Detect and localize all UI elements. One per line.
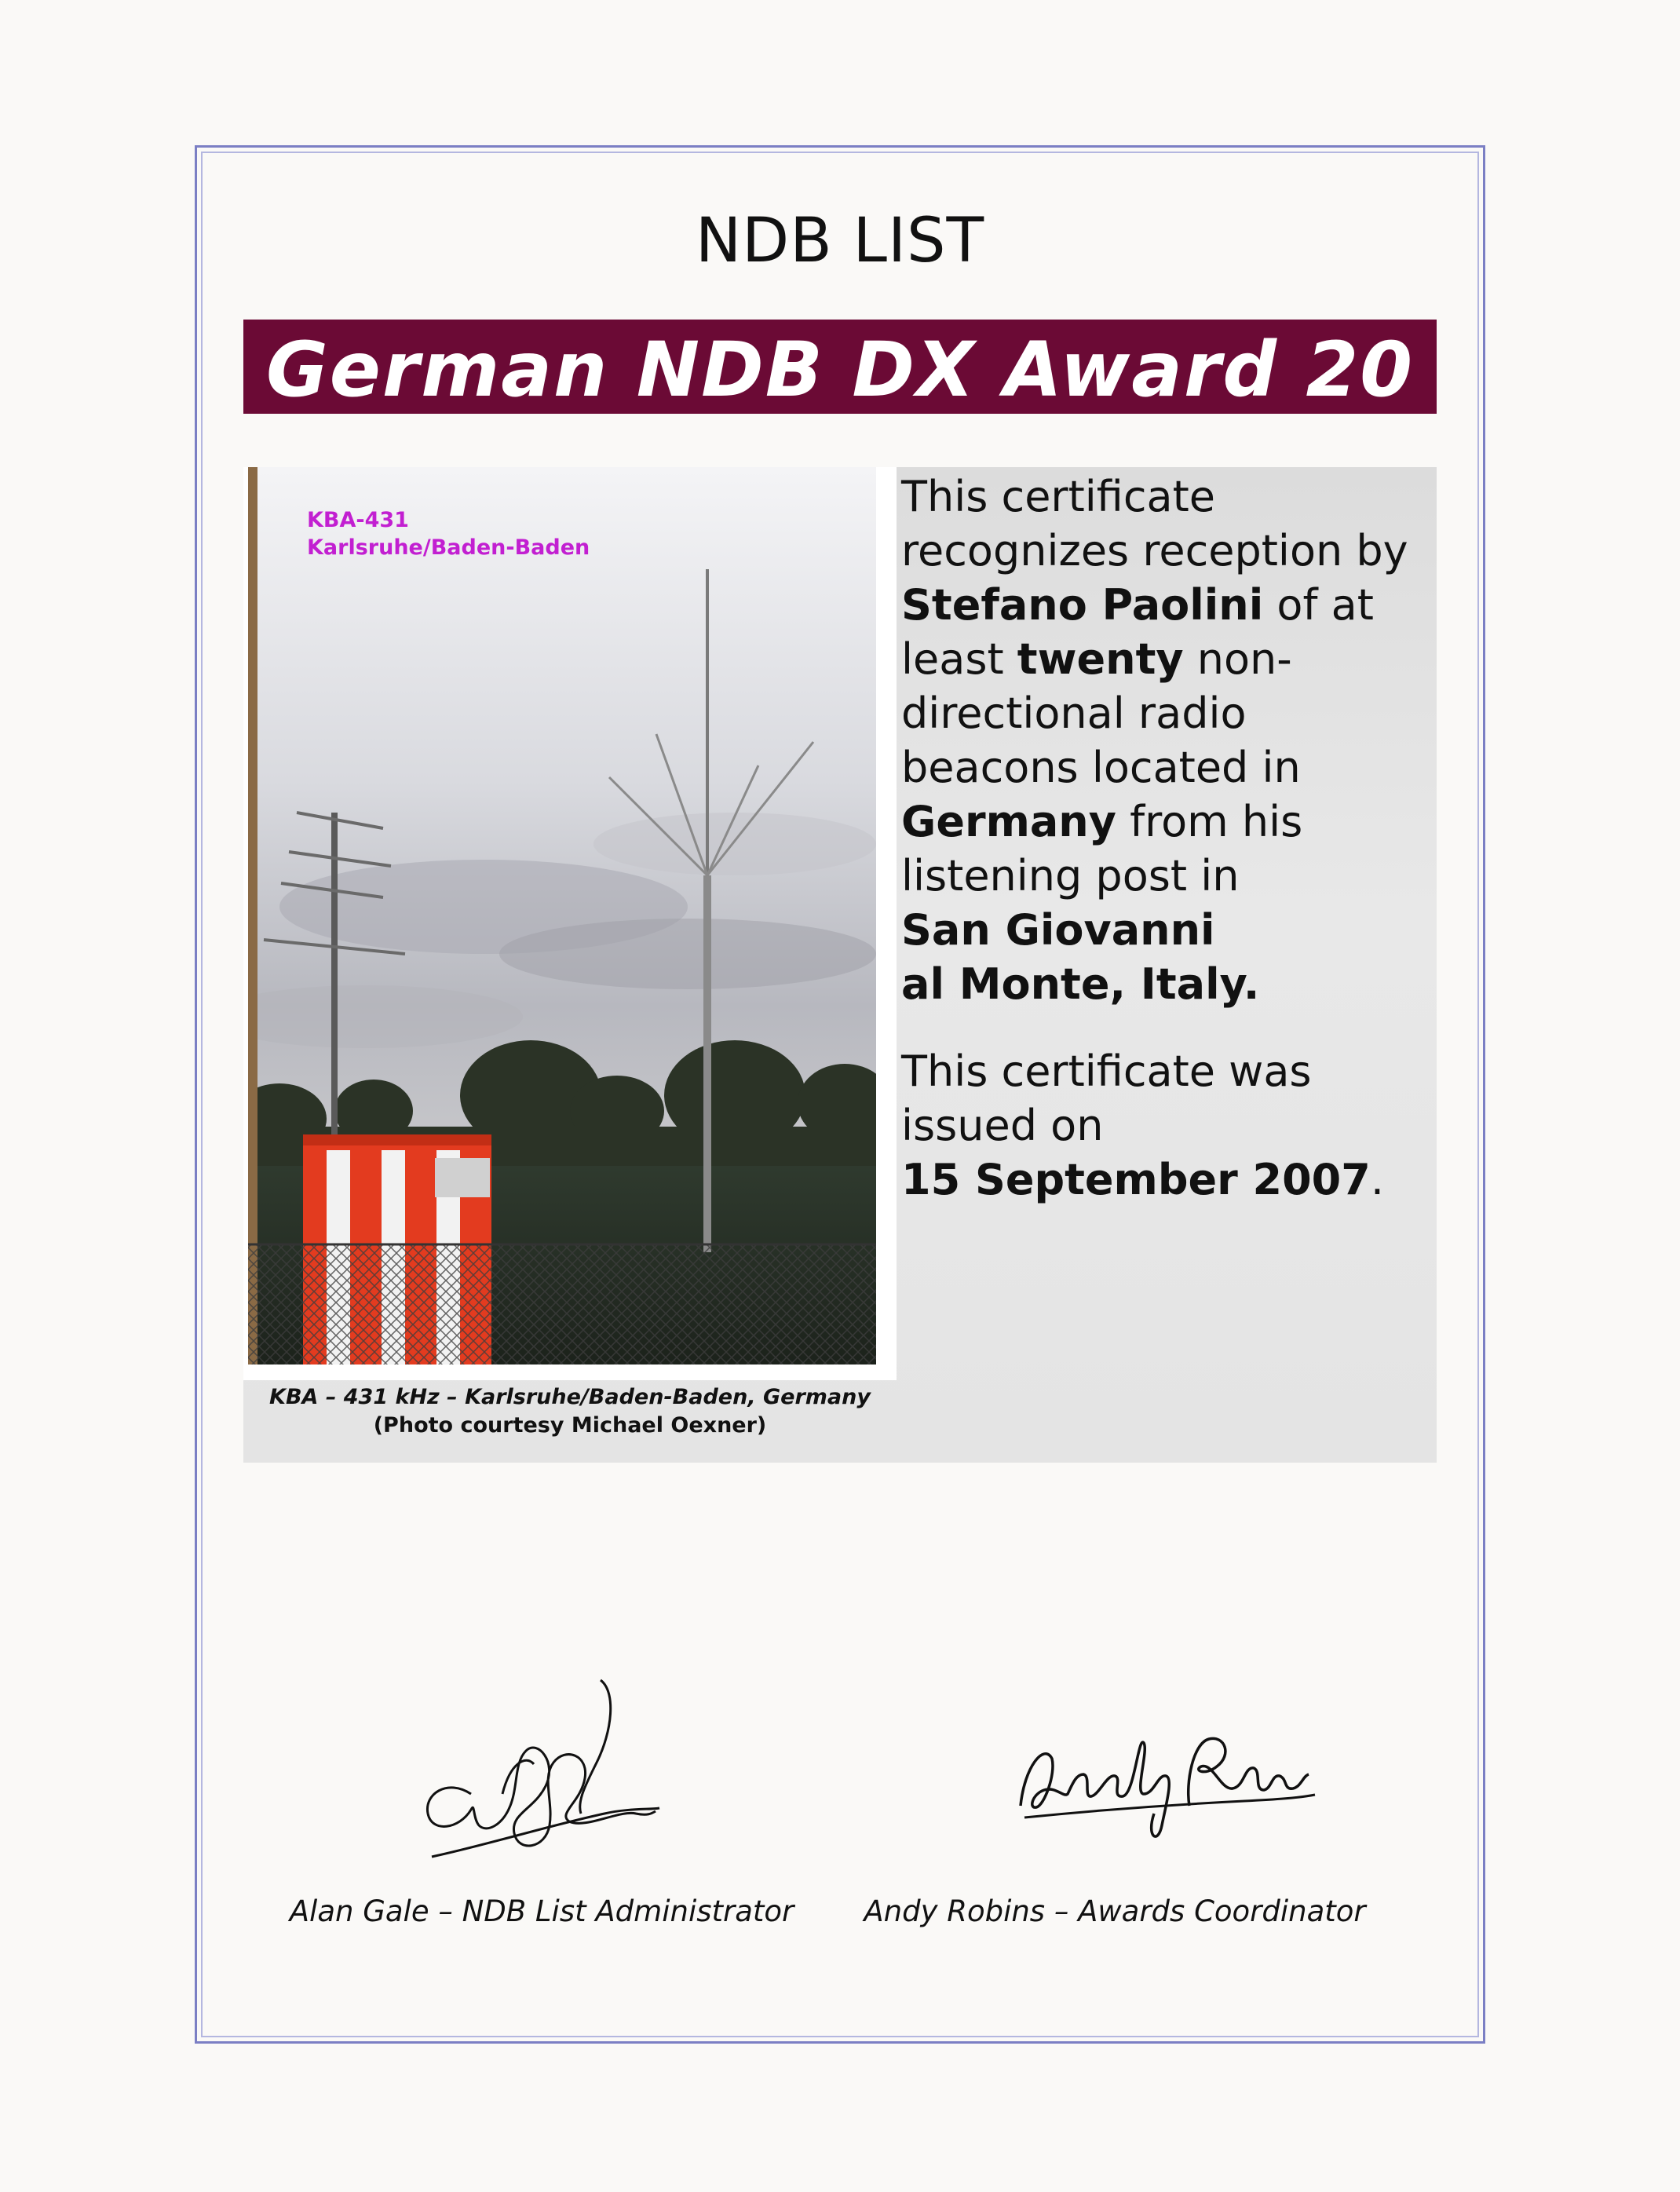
beacon-photo [248, 467, 876, 1365]
country-name: Germany [901, 797, 1116, 846]
award-title: German NDB DX Award 20 [265, 326, 1415, 414]
signatory-left: Alan Gale – NDB List Administrator [289, 1894, 794, 1928]
text-segment: from his listening post in [901, 797, 1303, 901]
caption-line-1: KBA – 431 kHz – Karlsruhe/Baden-Baden, Germany [269, 1385, 871, 1409]
signature-andy-robins [1009, 1719, 1319, 1849]
text-segment: . [1370, 1155, 1384, 1204]
photo-overlay-label [307, 506, 590, 561]
text-segment: This certificate was issued on [901, 1047, 1312, 1150]
issue-paragraph [901, 1044, 1435, 1207]
issue-date: 15 September 2007 [901, 1155, 1371, 1204]
text-segment: of at least [901, 580, 1374, 684]
caption-line-2: (Photo courtesy Michael Oexner) [373, 1413, 767, 1438]
recognition-paragraph [901, 469, 1435, 1011]
photo-location: Karlsruhe/Baden-Baden [307, 535, 590, 560]
award-banner [243, 320, 1437, 414]
org-title: NDB LIST [695, 206, 985, 276]
location-line-1: San Giovanni [901, 905, 1215, 955]
location-line-2: al Monte, Italy. [901, 959, 1260, 1009]
signature-alan-gale [416, 1676, 667, 1880]
photo-caption [243, 1383, 897, 1440]
text-segment: This certificate recognizes reception by [901, 472, 1408, 575]
photo-callsign: KBA-431 [307, 508, 409, 532]
recipient-name: Stefano Paolini [901, 580, 1264, 630]
text-segment: non-directional radio beacons located in [901, 634, 1301, 792]
signatory-right: Andy Robins – Awards Coordinator [864, 1894, 1366, 1928]
beacon-photo-illustration [248, 467, 876, 1365]
certificate-text [901, 469, 1435, 1207]
beacon-count: twenty [1017, 634, 1184, 684]
